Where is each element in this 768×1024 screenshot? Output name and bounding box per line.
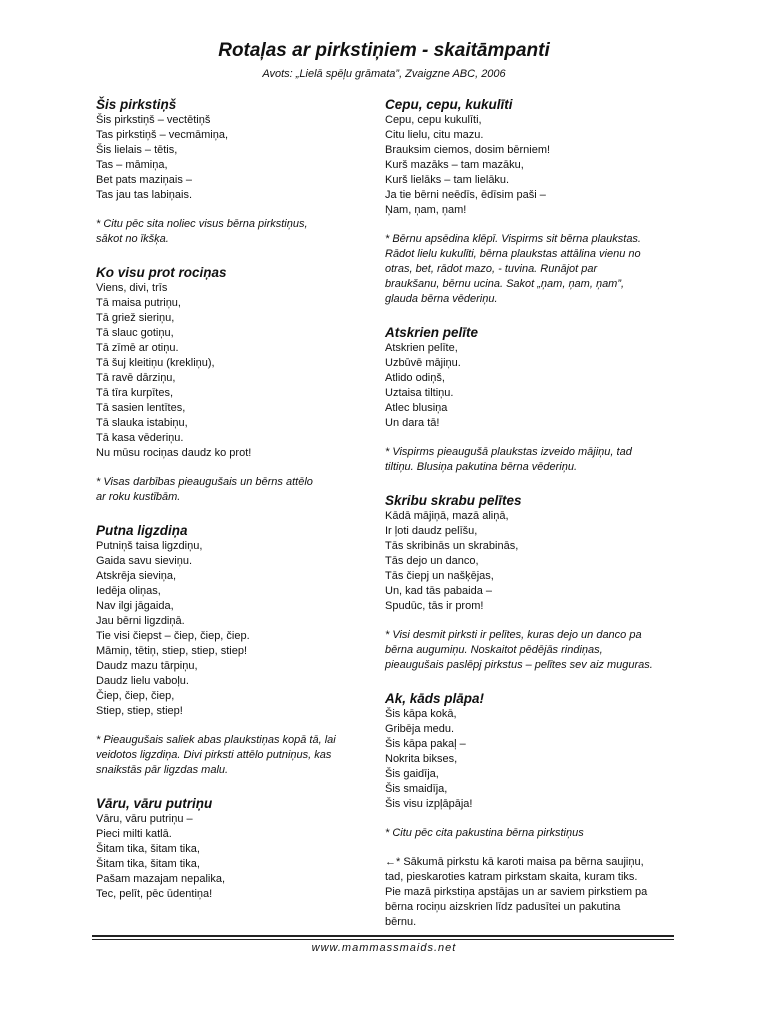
poem-line: Nokrita bikses, [385, 753, 458, 765]
poem-line: Bet pats maziņais – [96, 174, 192, 186]
poem-line: Jau bērni ligzdiņā. [96, 615, 185, 627]
poem-line: Čiep, čiep, čiep, [96, 690, 175, 702]
poem-line: Šis kāpa pakaļ – [385, 738, 466, 750]
note-line: otras, bet, rādot mazo, - tuvina. Runājot par [385, 263, 598, 275]
poem-line: Šis smaidīja, [385, 783, 448, 795]
poem-block [96, 96, 358, 247]
poem-line: Un, kad tās pabaida – [385, 585, 493, 597]
note-line: bērna rociņu aizskrien līdz padusītei un pakutina [385, 901, 621, 913]
note-line: bērnu. [385, 916, 417, 928]
poem-line: Šis gaidīja, [385, 768, 439, 780]
poem-title: Vāru, vāru putriņu [96, 796, 213, 811]
poem-line: Daudz mazu tārpiņu, [96, 660, 198, 672]
source-line: Avots: „Lielā spēļu grāmata”, Zvaigzne ABC, 2006 [262, 68, 506, 80]
poem-line: Tā maisa putriņu, [96, 297, 181, 309]
poem-block [385, 492, 670, 673]
poem-line: Putniņš taisa ligzdiņu, [96, 540, 203, 552]
poem-line: Gaida savu sieviņu. [96, 555, 192, 567]
poem-line: Tā tīra kurpītes, [96, 387, 174, 399]
poem-line: Tas – māmiņa, [96, 159, 168, 171]
page-title: Rotaļas ar pirkstiņiem - skaitāmpanti [218, 40, 550, 61]
poem-line: Tā kasa vēderiņu. [96, 432, 184, 444]
poem-line: Un dara tā! [385, 417, 440, 429]
poem-note [96, 475, 358, 505]
poem-line: Šitam tika, šitam tika, [96, 858, 200, 870]
poem-line: Vāru, vāru putriņu – [96, 813, 193, 825]
poem-note [385, 826, 670, 841]
poem-block [385, 96, 670, 307]
poem-line: Tā ravē dārziņu, [96, 372, 176, 384]
poem-title: Šis pirkstiņš [96, 97, 177, 112]
right-column [385, 96, 670, 947]
poem-title: Putna ligzdiņa [96, 523, 188, 538]
poem-line: Nu mūsu rociņas daudz ko prot! [96, 447, 252, 459]
poem-title: Ak, kāds plāpa! [385, 691, 485, 706]
poem-line: Tās čiepj un našķējas, [385, 570, 494, 582]
poem-line: Daudz lielu vaboļu. [96, 675, 189, 687]
poem-line: Gribēja medu. [385, 723, 455, 735]
poem-note [96, 733, 358, 778]
footer-rule-thin [92, 939, 674, 940]
note-line: ar roku kustībām. [96, 491, 181, 503]
left-column [96, 96, 358, 919]
poem-line: Ir ļoti daudz pelīšu, [385, 525, 478, 537]
poem-line: Spudūc, tās ir prom! [385, 600, 484, 612]
poem-line: Uztaisa tiltiņu. [385, 387, 454, 399]
poem-block [96, 522, 358, 778]
poem-line: Šis kāpa kokā, [385, 708, 457, 720]
poem-note [385, 628, 670, 673]
poem-line: Cepu, cepu kukulīti, [385, 114, 482, 126]
poem-block [96, 795, 358, 902]
poem-line: Tas jau tas labiņais. [96, 189, 192, 201]
note-line: braukšanu, bērnu ucina. Sakot „ņam, ņam, ņam”, [385, 278, 625, 290]
note-line: pieaugušais paslēpj pirkstus – pelītes sev aiz muguras. [385, 659, 653, 671]
poem-line: Tā slauka istabiņu, [96, 417, 188, 429]
note-line: ←* Sākumā pirkstu kā karoti maisa pa bērna saujiņu, [385, 856, 644, 868]
poem-line: Tās skribinās un skrabinās, [385, 540, 519, 552]
poem-line: Brauksim ciemos, dosim bērniem! [385, 144, 551, 156]
note-line: bērna augumiņu. Noskaitot pēdējās rindiņas, [385, 644, 603, 656]
poem-line: Atlec blusiņa [385, 402, 448, 414]
poem-line: Nav ilgi jāgaida, [96, 600, 174, 612]
poem-block [385, 690, 670, 930]
poem-line: Atskrēja sieviņa, [96, 570, 177, 582]
note-line: * Pieaugušais saliek abas plaukstiņas kopā tā, lai [96, 734, 336, 746]
poem-line: Stiep, stiep, stiep! [96, 705, 183, 717]
note-line: * Bērnu apsēdina klēpī. Vispirms sit bērna plaukstas. [385, 233, 641, 245]
poem-line: Ja tie bērni neēdīs, ēdīsim paši – [385, 189, 546, 201]
poem-line: Pašam mazajam nepalika, [96, 873, 226, 885]
poem-line: Tec, pelīt, pēc ūdentiņa! [96, 888, 213, 900]
poem-line: Tā slauc gotiņu, [96, 327, 174, 339]
poem-line: Kādā mājiņā, mazā aliņā, [385, 510, 509, 522]
poem-title: Cepu, cepu, kukulīti [385, 97, 513, 112]
note-line: tad, pieskaroties katram pirkstam skaita, kuram tiks. [385, 871, 638, 883]
footer-url: www.mammassmaids.net [311, 942, 457, 954]
poem-title: Ko visu prot rociņas [96, 265, 227, 280]
poem-line: Citu lielu, citu mazu. [385, 129, 484, 141]
note-line: * Visi desmit pirksti ir pelītes, kuras dejo un danco pa [385, 629, 642, 641]
note-line: glauda bērna vēderiņu. [385, 293, 498, 305]
note-line: * Vispirms pieaugušā plaukstas izveido mājiņu, tad [385, 446, 632, 458]
note-line: * Visas darbības pieaugušais un bērns attēlo [96, 476, 313, 488]
note-line: * Citu pēc cita pakustina bērna pirkstiņus [385, 827, 584, 839]
poem-note [385, 232, 670, 307]
poem-line: Iedēja oliņas, [96, 585, 161, 597]
poem-line: Atskrien pelīte, [385, 342, 458, 354]
poem-line: Kurš lielāks – tam lielāku. [385, 174, 510, 186]
poem-line: Tā sasien lentītes, [96, 402, 186, 414]
poem-line: Māmiņ, tētiņ, stiep, stiep, stiep! [96, 645, 248, 657]
poem-line: Šitam tika, šitam tika, [96, 843, 200, 855]
poem-line: Viens, divi, trīs [96, 282, 168, 294]
note-line: Rādot lielu kukulīti, bērna plaukstas attālina vienu no [385, 248, 641, 260]
poem-line: Tās dejo un danco, [385, 555, 479, 567]
poem-note [96, 217, 358, 247]
poem-line: Šis pirkstiņš – vectētiņš [96, 114, 211, 126]
poem-block [385, 324, 670, 475]
poem-line: Kurš mazāks – tam mazāku, [385, 159, 524, 171]
note-line: * Citu pēc sita noliec visus bērna pirkstiņus, [96, 218, 308, 230]
poem-line: Šis lielais – tētis, [96, 144, 178, 156]
poem-line: Ņam, ņam, ņam! [385, 204, 467, 216]
note-line: sākot no īkšķa. [96, 233, 169, 245]
poem-line: Tie visi čiepst – čiep, čiep, čiep. [96, 630, 250, 642]
poem-line: Tā zīmē ar otiņu. [96, 342, 179, 354]
poem-line: Tā griež sieriņu, [96, 312, 175, 324]
poem-note [385, 855, 670, 930]
poem-title: Skribu skrabu pelītes [385, 493, 522, 508]
poem-line: Atlido odiņš, [385, 372, 445, 384]
poem-line: Uzbūvē mājiņu. [385, 357, 461, 369]
footer-rule-thick [92, 935, 674, 937]
note-line: Pie mazā pirkstiņa apstājas un ar saviem pirkstiem pa [385, 886, 648, 898]
note-line: snaikstās pār ligzdas malu. [96, 764, 229, 776]
poem-line: Šis visu izpļāpāja! [385, 798, 473, 810]
note-line: veidotos ligzdiņa. Divi pirksti attēlo putniņus, kas [96, 749, 332, 761]
poem-note [385, 445, 670, 475]
poem-block [96, 264, 358, 505]
poem-line: Tā šuj kleitiņu (krekliņu), [96, 357, 215, 369]
note-line: tiltiņu. Blusiņa pakutina bērna vēderiņu. [385, 461, 578, 473]
poem-line: Pieci milti katlā. [96, 828, 172, 840]
poem-title: Atskrien pelīte [385, 325, 479, 340]
poem-line: Tas pirkstiņš – vecmāmiņa, [96, 129, 229, 141]
